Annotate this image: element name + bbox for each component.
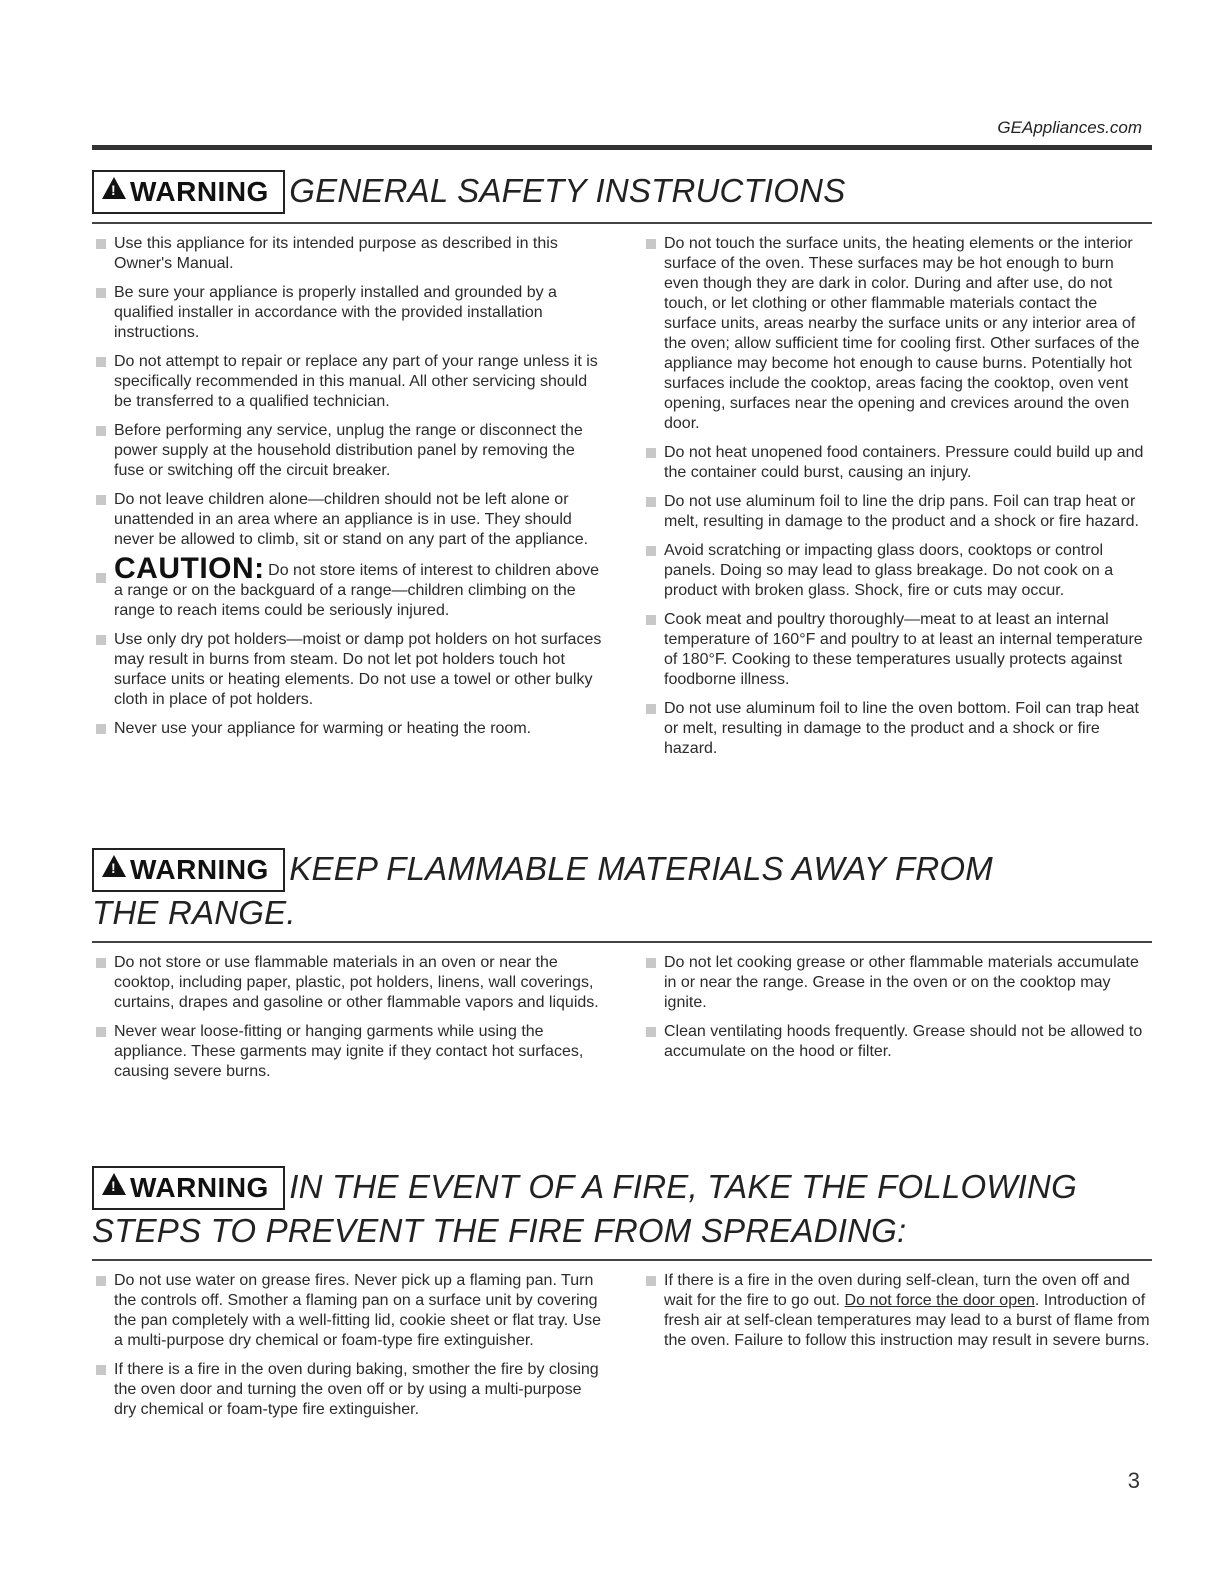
bullet-icon [96, 573, 106, 583]
warning-label: WARNING [130, 854, 269, 885]
list-item: Do not heat unopened food containers. Pressure could build up and the container could burst, causing an injury. [642, 443, 1152, 483]
bullet-icon [96, 1365, 106, 1375]
page-number: 3 [1127, 1468, 1140, 1493]
list-item: Do not use aluminum foil to line the oven bottom. Foil can trap heat or melt, resulting in damage to the product and a shock or fire hazard. [642, 699, 1152, 759]
list-item: Be sure your appliance is properly installed and grounded by a qualified installer in accordance with the provided installation instructions. [92, 283, 602, 343]
top-rule [92, 145, 1152, 150]
section-title-line1: IN THE EVENT OF A FIRE, TAKE THE FOLLOWING [289, 1168, 1077, 1205]
caution-item: CAUTION: Do not store items of interest to children above a range or on the backguard of a range—children climbing on the range to reach items could be seriously injured. [92, 559, 602, 621]
section-header [92, 170, 1152, 214]
section-rule [92, 941, 1152, 943]
list-item: Do not use water on grease fires. Never pick up a flaming pan. Turn the controls off. Smother a flaming pan on a surface unit by covering the pan completely with a well-fitting lid, cookie sheet or flat tray. Use a multi-purpose dry chemical or foam-type fire extinguisher. [92, 1271, 602, 1351]
section-fire-event [92, 1166, 1152, 1429]
warning-label: WARNING [130, 176, 269, 207]
section-header [92, 1166, 1152, 1251]
list-item: Clean ventilating hoods frequently. Grease should not be allowed to accumulate on the hood or filter. [642, 1022, 1152, 1062]
bullet-icon [646, 958, 656, 968]
left-column [92, 1271, 602, 1429]
emphasis-underlined: Do not force the door open [844, 1292, 1035, 1309]
list-item: If there is a fire in the oven during self-clean, turn the oven off and wait for the fire to go out. Do not force the door open. Introduction of fresh air at self-clean temperatures may lead to a burst of flame from the oven. Failure to follow this instruction may result in severe burns. [642, 1271, 1152, 1351]
right-column [642, 1271, 1152, 1429]
bullet-icon [646, 448, 656, 458]
warning-badge [92, 170, 285, 214]
section-flammable-materials [92, 848, 1152, 1091]
section-title: GENERAL SAFETY INSTRUCTIONS [289, 172, 846, 209]
bullet-icon [96, 724, 106, 734]
bullet-icon [96, 635, 106, 645]
bullet-icon [96, 958, 106, 968]
bullet-icon [96, 495, 106, 505]
right-column [642, 953, 1152, 1091]
warning-badge [92, 848, 285, 892]
list-item: Never wear loose-fitting or hanging garments while using the appliance. These garments may ignite if they contact hot surfaces, causing severe burns. [92, 1022, 602, 1082]
list-item: Never use your appliance for warming or heating the room. [92, 719, 602, 739]
list-item: Before performing any service, unplug the range or disconnect the power supply at the household distribution panel by removing the fuse or switching off the circuit breaker. [92, 421, 602, 481]
bullet-icon [96, 1027, 106, 1037]
bullet-icon [646, 704, 656, 714]
section-title-line1: KEEP FLAMMABLE MATERIALS AWAY FROM [289, 850, 993, 887]
left-column [92, 234, 602, 768]
list-item: Do not attempt to repair or replace any part of your range unless it is specifically recommended in this manual. All other servicing should be transferred to a qualified technician. [92, 352, 602, 412]
warning-triangle-icon [102, 177, 126, 199]
section-header [92, 848, 1152, 933]
warning-triangle-icon [102, 855, 126, 877]
list-item: Do not store or use flammable materials in an oven or near the cooktop, including paper, plastic, pot holders, linens, wall coverings, curtains, drapes and gasoline or other flammable vapors and liquids. [92, 953, 602, 1013]
list-item: Use only dry pot holders—moist or damp pot holders on hot surfaces may result in burns from steam. Do not let pot holders touch hot surface units or heating elements. Do not use a towel or other bulky cloth in place of pot holders. [92, 630, 602, 710]
caution-text: Do not store items of interest to children above a range or on the backguard of a range—children climbing on the range to reach items could be seriously injured. [114, 562, 599, 619]
section-general-safety [92, 170, 1152, 768]
bullet-icon [646, 1027, 656, 1037]
bullet-icon [646, 615, 656, 625]
list-item: Avoid scratching or impacting glass doors, cooktops or control panels. Doing so may lead to glass breakage. Do not cook on a product with broken glass. Shock, fire or cuts may occur. [642, 541, 1152, 601]
list-item: Do not leave children alone—children should not be left alone or unattended in an area where an appliance is in use. They should never be allowed to climb, sit or stand on any part of the appliance. [92, 490, 602, 550]
site-url: GEAppliances.com [997, 118, 1142, 137]
section-title-line2: STEPS TO PREVENT THE FIRE FROM SPREADING: [92, 1212, 907, 1249]
warning-badge [92, 1166, 285, 1210]
list-item: Do not touch the surface units, the heating elements or the interior surface of the oven. These surfaces may be hot enough to burn even though they are dark in color. During and after use, do not touch, or let clothing or other flammable materials contact the surface units, areas nearby the surface units or any interior area of the oven; allow sufficient time for cooling first. Other surfaces of the appliance may become hot enough to cause burns. Potentially hot surfaces include the cooktop, areas facing the cooktop, oven vent opening, surfaces near the opening and crevices around the oven door. [642, 234, 1152, 434]
list-item: Do not use aluminum foil to line the drip pans. Foil can trap heat or melt, resulting in damage to the product and a shock or fire hazard. [642, 492, 1152, 532]
bullet-icon [96, 1276, 106, 1286]
bullet-icon [646, 1276, 656, 1286]
warning-label: WARNING [130, 1172, 269, 1203]
warning-triangle-icon [102, 1173, 126, 1195]
bullet-icon [96, 357, 106, 367]
bullet-icon [646, 497, 656, 507]
bullet-icon [96, 288, 106, 298]
bullet-icon [646, 239, 656, 249]
bullet-icon [646, 546, 656, 556]
section-title-line2: THE RANGE. [92, 894, 296, 931]
caution-label: CAUTION [114, 552, 255, 585]
left-column [92, 953, 602, 1091]
list-item: Use this appliance for its intended purpose as described in this Owner's Manual. [92, 234, 602, 274]
list-item: If there is a fire in the oven during baking, smother the fire by closing the oven door and turning the oven off or by using a multi-purpose dry chemical or foam-type fire extinguisher. [92, 1360, 602, 1420]
list-item: Do not let cooking grease or other flammable materials accumulate in or near the range. Grease in the oven or on the cooktop may ignite. [642, 953, 1152, 1013]
list-item: Cook meat and poultry thoroughly—meat to at least an internal temperature of 160°F and poultry to at least an internal temperature of 180°F. Cooking to these temperatures usually protects against foodborne illness. [642, 610, 1152, 690]
section-rule [92, 1259, 1152, 1261]
section-rule [92, 222, 1152, 224]
bullet-icon [96, 239, 106, 249]
right-column [642, 234, 1152, 768]
bullet-icon [96, 426, 106, 436]
